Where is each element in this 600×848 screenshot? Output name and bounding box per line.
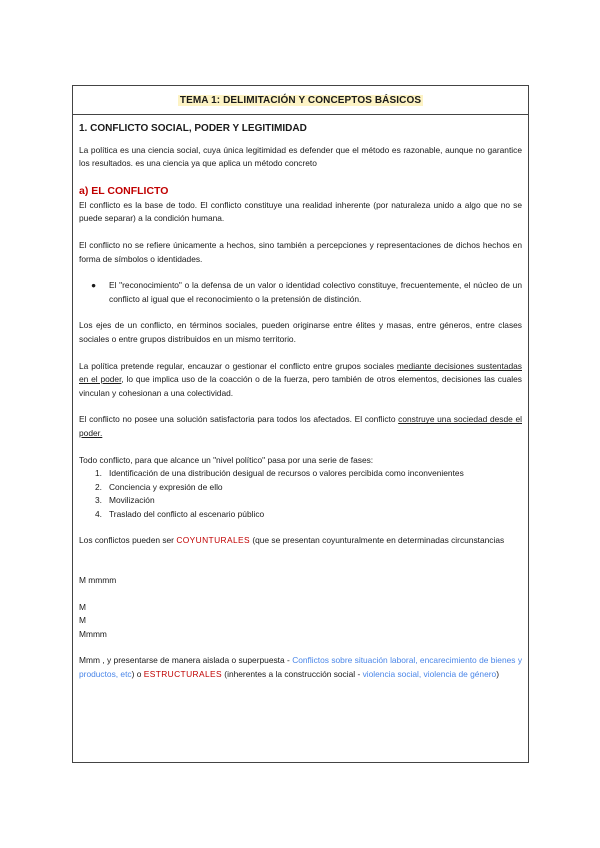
placeholder-line: M: [79, 601, 86, 612]
p8-text-a: Mmm , y presentarse de manera aislada o superpuesta -: [79, 655, 293, 666]
document-frame: [72, 85, 529, 763]
document-content: [73, 115, 528, 682]
paragraph-4: [79, 360, 522, 401]
p5-underlined: construye una sociedad desde el poder.: [79, 414, 522, 438]
p4-text-a: La política pretende regular, encauzar o gestionar el conflicto entre grupos sociales: [79, 360, 397, 371]
p5-text-a: El conflicto no posee una solución satisfactoria para todos los afectados. El conflicto: [79, 414, 399, 425]
p4-underlined: mediante decisiones sustentadas en el poder: [79, 360, 522, 385]
p8-text-e: (inherentes a la construcción social -: [221, 669, 363, 680]
bullet-list: [79, 279, 522, 306]
paragraph-5: [79, 413, 522, 440]
phase-item: [95, 494, 522, 508]
bullet-item: [91, 279, 522, 306]
p7-text-a: Los conflictos pueden ser: [79, 535, 177, 546]
paragraph-8: [79, 654, 522, 681]
p4-text-c: , lo que implica uso de la coacción o de la fuerza, pero también de otros elementos, decisiones las cuales vinculan y cohesionan a una colectividad.: [79, 374, 522, 398]
phase-item: [95, 467, 522, 481]
p8-text-c: ) o: [131, 669, 144, 680]
section-heading: 1. CONFLICTO SOCIAL, PODER Y LEGITIMIDAD: [79, 123, 307, 134]
phase-text: Movilización: [109, 495, 155, 506]
p8-text-g: ): [496, 669, 499, 680]
paragraph-3: Los ejes de un conflicto, en términos sociales, pueden originarse entre élites y masas, entre géneros, entre clases sociales o entre grupos distribuidos en un mismo territorio.: [79, 320, 522, 344]
phase-text: Conciencia y expresión de ello: [109, 481, 223, 492]
phase-number: 2.: [95, 481, 102, 492]
placeholder-lines: [79, 574, 522, 641]
estructurales-examples: violencia social, violencia de género: [362, 669, 497, 680]
title-row: [73, 86, 528, 115]
paragraph-2: El conflicto no se refiere únicamente a hechos, sino también a percepciones y representaciones de dichos hechos en forma de símbolos o identidades.: [79, 239, 522, 264]
placeholder-line: M: [79, 615, 86, 626]
phase-text: Traslado del conflicto al escenario público: [109, 508, 265, 519]
phase-item: [95, 481, 522, 495]
phase-number: 3.: [95, 495, 102, 506]
subheading-conflicto: a) EL CONFLICTO: [79, 184, 169, 197]
paragraph-1: El conflicto es la base de todo. El conflicto constituye una realidad inherente (por naturaleza unido a algo que no se puede separar) a la condición humana.: [79, 199, 522, 224]
phase-text: Identificación de una distribución desigual de recursos o valores percibida como inconvenientes: [109, 468, 464, 479]
phases-list: [79, 467, 522, 521]
phase-item: [95, 508, 522, 522]
document-title: TEMA 1: DELIMITACIÓN Y CONCEPTOS BÁSICOS: [179, 94, 422, 106]
phase-number: 1.: [95, 468, 102, 479]
paragraph-6: Todo conflicto, para que alcance un "nivel político" pasa por una serie de fases:: [79, 454, 374, 465]
p7-text-c: (que se presentan coyunturalmente en determinadas circunstancias: [250, 535, 505, 546]
placeholder-line: M mmmm: [79, 575, 117, 586]
paragraph-7: [79, 534, 522, 548]
estructurales-term: ESTRUCTURALES: [143, 669, 222, 680]
bullet-text: El "reconocimiento" o la defensa de un valor o identidad colectivo constituye, frecuentemente, el núcleo de un conflicto al igual que el reconocimiento o la pretensión de distinción.: [109, 280, 522, 304]
intro-paragraph: La política es una ciencia social, cuya única legitimidad es defender que el método es razonable, aunque no garantice los resultados. es una ciencia ya que aplica un método concreto: [79, 144, 522, 169]
phase-number: 4.: [95, 508, 102, 519]
placeholder-line: Mmmm: [79, 628, 107, 639]
coyunturales-term: COYUNTURALES: [176, 535, 250, 546]
coyunturales-examples: Conflictos sobre situación laboral, encarecimiento de bienes y productos, etc: [79, 655, 523, 680]
bullet-dot-icon: ●: [91, 280, 97, 291]
